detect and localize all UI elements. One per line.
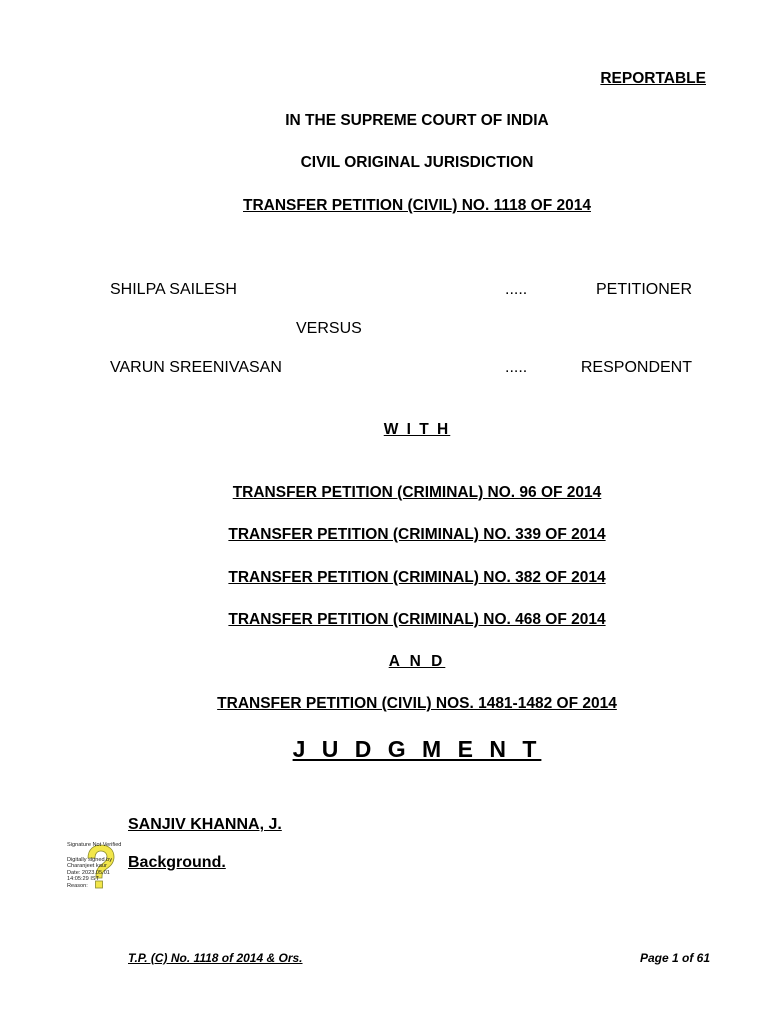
petitioner-dots: ..... — [505, 281, 528, 298]
court-name: IN THE SUPREME COURT OF INDIA — [285, 112, 549, 129]
reportable-label: REPORTABLE — [600, 70, 706, 87]
signature-time: 14:05:29 IST — [67, 876, 100, 883]
connected-petition: TRANSFER PETITION (CRIMINAL) NO. 96 OF 2014 — [232, 484, 602, 501]
signature-date: Date: 2023.05.01 — [67, 869, 110, 876]
petitioner-name: SHILPA SAILESH — [110, 281, 237, 298]
main-petition-number: TRANSFER PETITION (CIVIL) NO. 1118 OF 2014 — [243, 197, 591, 214]
respondent-name: VARUN SREENIVASAN — [110, 359, 282, 376]
footer-case-ref: T.P. (C) No. 1118 of 2014 & Ors. — [128, 951, 303, 965]
and-label: A N D — [388, 653, 446, 670]
signature-status: Signature Not Verified — [67, 842, 122, 848]
connected-petition: TRANSFER PETITION (CRIMINAL) NO. 468 OF 2014 — [228, 611, 606, 628]
respondent-role: RESPONDENT — [580, 359, 692, 376]
petitioner-role: PETITIONER — [595, 281, 692, 298]
respondent-dots: ..... — [505, 359, 528, 376]
judgment-title: J U D G M E N T — [292, 736, 542, 762]
connected-petition: TRANSFER PETITION (CRIMINAL) NO. 382 OF 2014 — [228, 569, 606, 586]
signature-signed-by: Digitally signed by — [67, 857, 113, 863]
footer-page-number: Page 1 of 61 — [639, 951, 710, 965]
signature-reason: Reason: — [67, 882, 88, 889]
versus-label: VERSUS — [296, 320, 362, 337]
final-petition: TRANSFER PETITION (CIVIL) NOS. 1481-1482 OF 2014 — [217, 695, 617, 712]
jurisdiction: CIVIL ORIGINAL JURISDICTION — [300, 154, 534, 171]
connected-petition: TRANSFER PETITION (CRIMINAL) NO. 339 OF 2014 — [228, 526, 606, 543]
signature-stamp — [66, 842, 130, 892]
with-label: W I T H — [383, 421, 451, 438]
judge-name: SANJIV KHANNA, J. — [128, 816, 282, 833]
signature-signer: Charanjeet kaur — [67, 863, 107, 870]
section-heading: Background. — [128, 854, 226, 871]
